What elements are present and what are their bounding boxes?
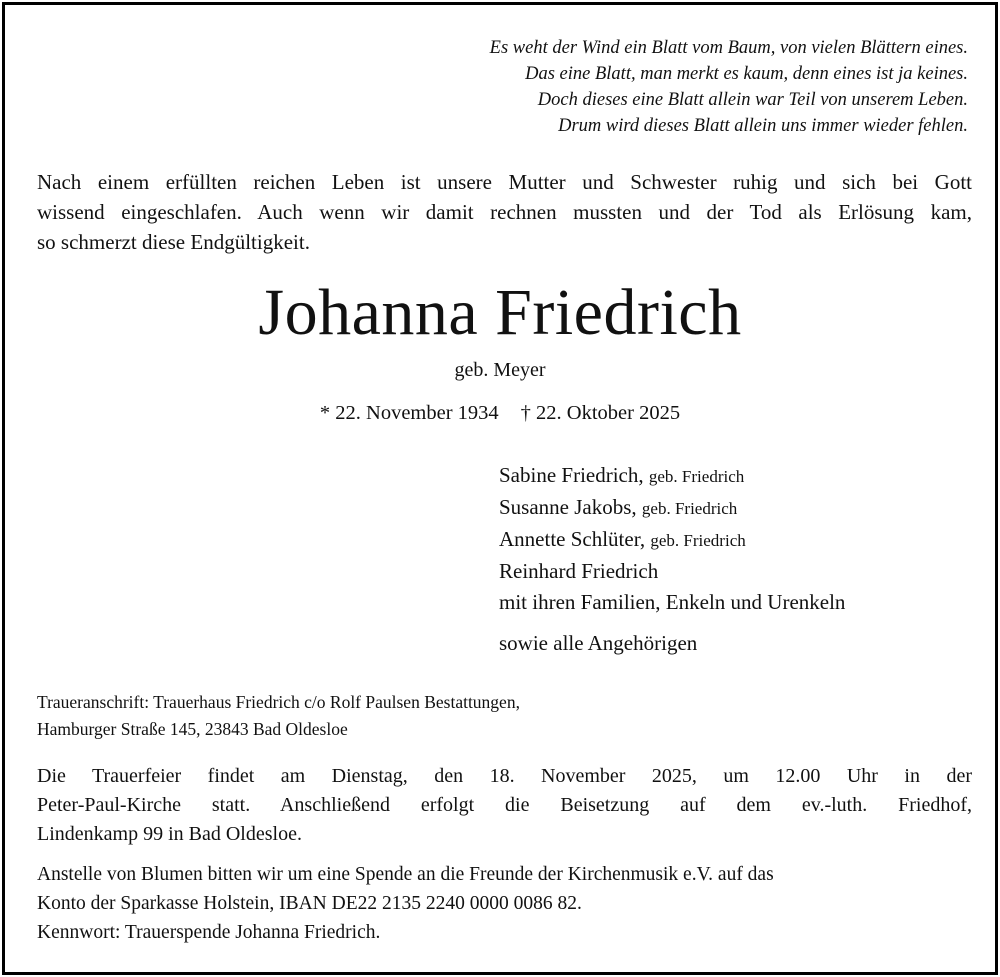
death-date: † 22. Oktober 2025: [520, 402, 681, 424]
poem-line: Doch dieses eine Blatt allein war Teil von unserem Leben.: [537, 90, 968, 110]
mourner-name: mit ihren Familien, Enkeln und Urenkeln: [499, 590, 846, 614]
deceased-name: Johanna Friedrich: [258, 276, 742, 349]
intro-line: Nach einem erfüllten reichen Leben ist unsere Mutter und Schwester ruhig und sich bei Gott: [37, 170, 972, 194]
relatives-line: sowie alle Angehörigen: [499, 631, 698, 655]
address-line: Traueranschrift: Trauerhaus Friedrich c/o Rolf Paulsen Bestattungen,: [37, 692, 520, 712]
birth-date: * 22. November 1934: [319, 402, 499, 424]
poem-line: Es weht der Wind ein Blatt vom Baum, von vielen Blättern eines.: [489, 38, 968, 58]
mourner: [499, 492, 845, 524]
poem-line: Drum wird dieses Blatt allein uns immer wieder fehlen.: [558, 116, 968, 136]
donation-line: Anstelle von Blumen bitten wir um eine Spende an die Freunde der Kirchenmusik e.V. auf das: [37, 864, 774, 885]
donation-line: Konto der Sparkasse Holstein, IBAN DE22 2135 2240 0000 0086 82.: [37, 893, 582, 914]
mourner-name: Susanne Jakobs,: [499, 495, 637, 519]
mourner-note: geb. Friedrich: [648, 467, 745, 486]
maiden-name: geb. Meyer: [454, 359, 546, 381]
mourner-name: Reinhard Friedrich: [499, 559, 659, 583]
intro-line: wissend eingeschlafen. Auch wenn wir damit rechnen mussten und der Tod als Erlösung kam,: [37, 200, 972, 224]
mourners-list: [499, 460, 845, 659]
donation-line: Kennwort: Trauerspende Johanna Friedrich.: [37, 922, 381, 943]
address-line: Hamburger Straße 145, 23843 Bad Oldesloe: [37, 719, 348, 739]
mourner-note: geb. Friedrich: [641, 499, 738, 518]
obituary-notice: [2, 2, 998, 975]
donation-info: [37, 860, 972, 947]
mourner-note: geb. Friedrich: [650, 531, 746, 550]
life-dates: [5, 398, 995, 428]
ceremony-line: Die Trauerfeier findet am Dienstag, den 18. November 2025, um 12.00 Uhr in der: [37, 765, 972, 787]
mourner: [499, 556, 845, 587]
mourner-name: Sabine Friedrich,: [499, 463, 644, 487]
poem: [490, 35, 968, 139]
ceremony-line: Peter-Paul-Kirche statt. Anschließend erfolgt die Beisetzung auf dem ev.-luth. Friedhof,: [37, 794, 972, 816]
mourning-address: [37, 689, 520, 743]
ceremony-line: Lindenkamp 99 in Bad Oldesloe.: [37, 823, 302, 845]
intro-text: [37, 167, 972, 257]
mourner: [499, 587, 845, 618]
mourner-name: Annette Schlüter,: [499, 527, 646, 551]
poem-line: Das eine Blatt, man merkt es kaum, denn eines ist ja keines.: [525, 64, 968, 84]
mourner: [499, 460, 845, 492]
mourner: [499, 524, 845, 556]
ceremony-info: [37, 762, 972, 849]
intro-line: so schmerzt diese Endgültigkeit.: [37, 230, 310, 254]
